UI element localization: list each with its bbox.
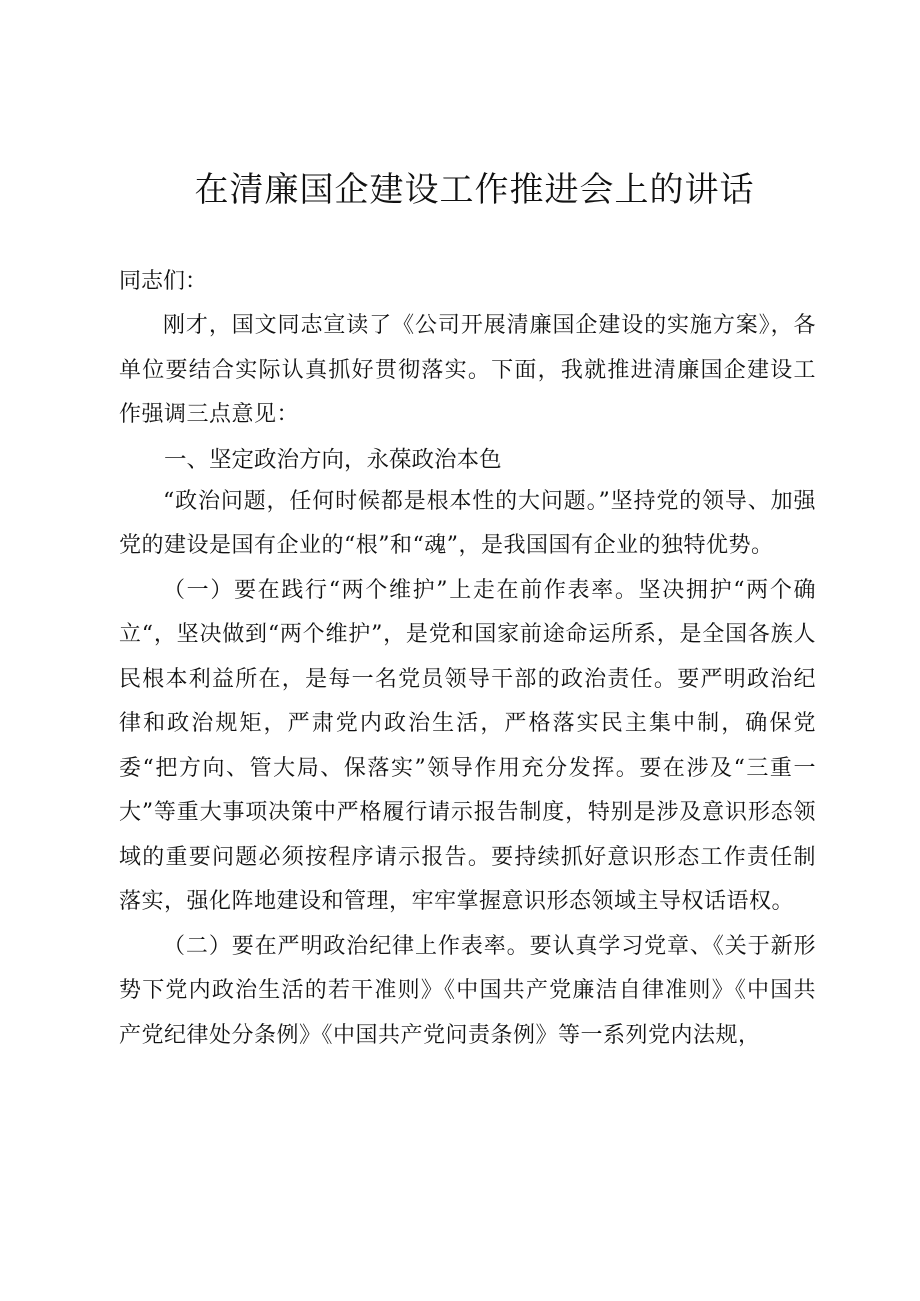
document-title: 在清廉国企建设工作推进会上的讲话 <box>194 170 755 210</box>
salutation: 同志们： <box>119 269 208 294</box>
item-two-paragraph: （二）要在严明政治纪律上作表率。要认真学习党章、《关于新形势下党内政治生活的若干准则》《中国共产党廉洁自律准则》《中国共产党纪律处分条例》《中国共产党问责条例》等一系列党内法规， <box>119 933 816 1048</box>
section-intro-paragraph: “政治问题，任何时候都是根本性的大问题。”坚持党的领导、加强党的建设是国有企业的“根”和“魂”，是我国国有企业的独特优势。 <box>119 488 816 558</box>
section-heading: 一、坚定政治方向，永葆政治本色 <box>164 446 502 473</box>
opening-paragraph: 刚才，国文同志宣读了《公司开展清廉国企建设的实施方案》，各单位要结合实际认真抓好贯彻落实。下面，我就推进清廉国企建设工作强调三点意见： <box>119 313 816 427</box>
item-one-paragraph: （一）要在践行“两个维护”上走在前作表率。坚决拥护“两个确立“，坚决做到“两个维护”，是党和国家前途命运所系，是全国各族人民根本利益所在，是每一名党员领导干部的政治责任。要严明政治纪律和政治规矩，严肃党内政治生活，严格落实民主集中制，确保党委“把方向、管大局、保落实”领导作用充分发挥。要在涉及“三重一大”等重大事项决策中严格履行请示报告制度，特别是涉及意识形态领域的重要问题必须按程序请示报告。要持续抓好意识形态工作责任制落实，强化阵地建设和管理，牢牢掌握意识形态领域主导权话语权。 <box>119 577 816 914</box>
